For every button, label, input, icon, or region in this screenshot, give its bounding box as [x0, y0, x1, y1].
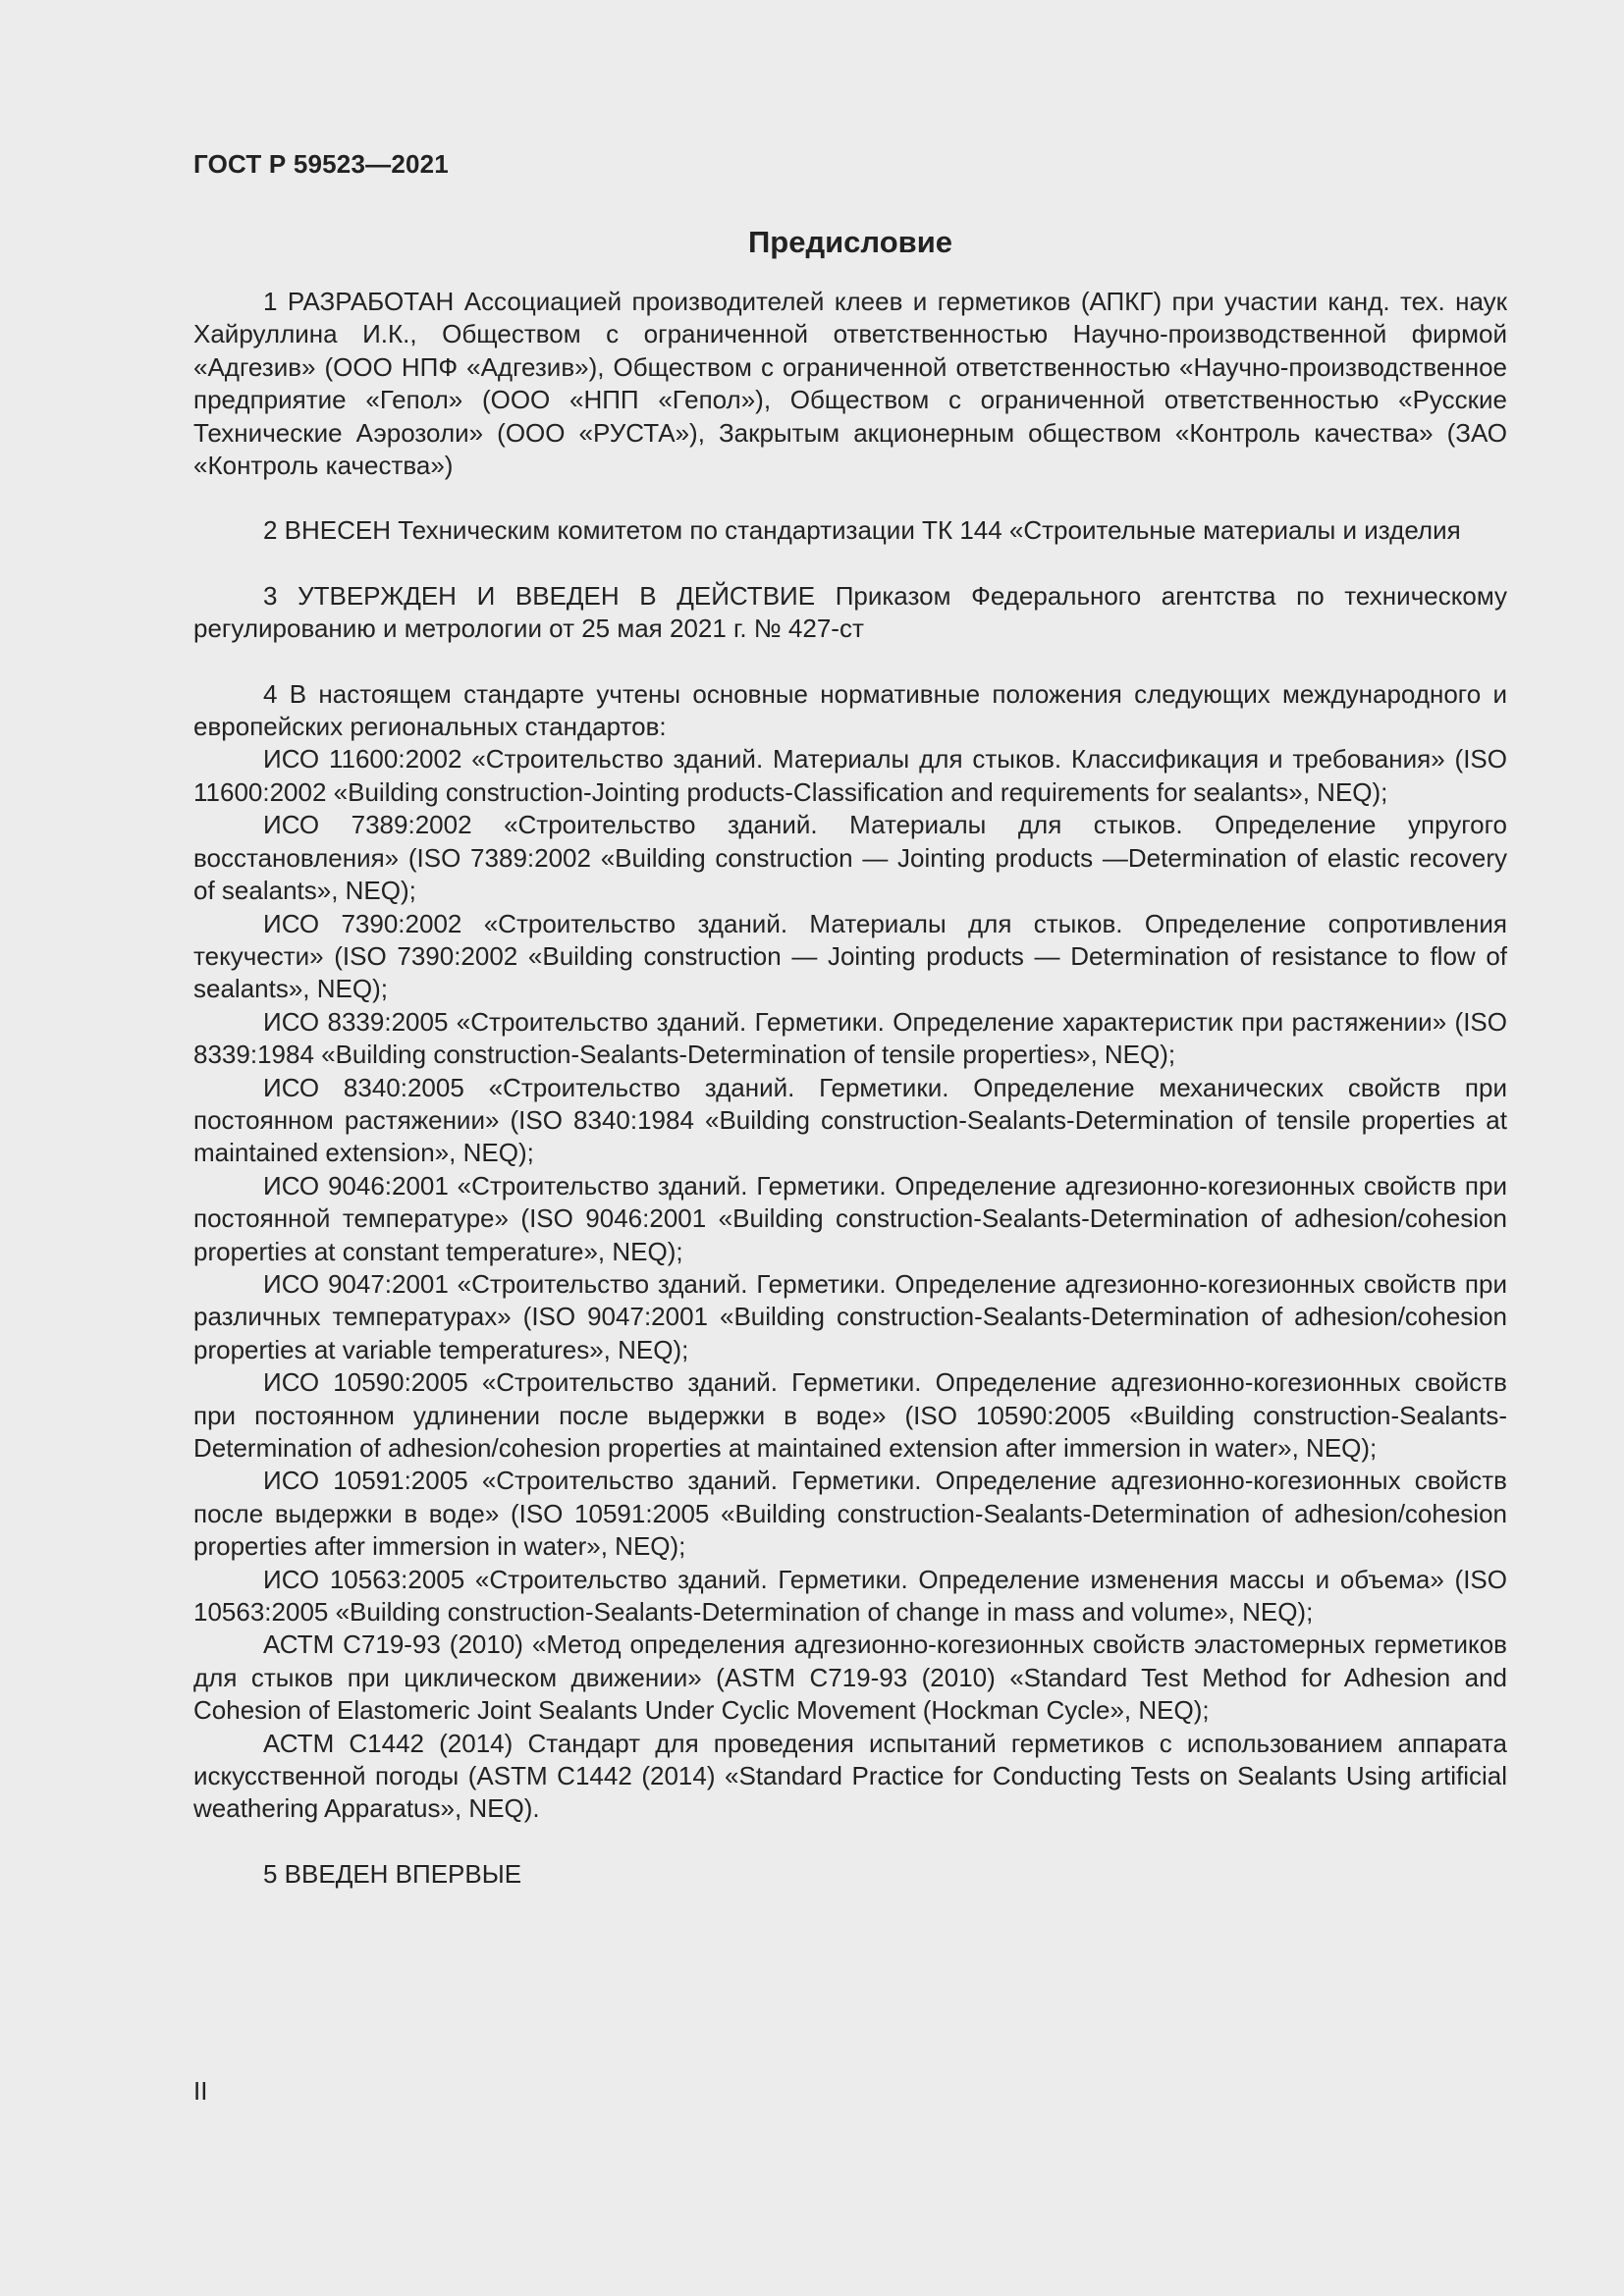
- paragraph-approved: 3 УТВЕРЖДЕН И ВВЕДЕН В ДЕЙСТВИЕ Приказом Федерального агентства по техническому регулированию и метрологии от 25 мая 2021 г. № 427-ст: [193, 580, 1507, 644]
- standard-reference-item: ИСО 11600:2002 «Строительство зданий. Материалы для стыков. Классификация и требования» (ISO 11600:2002 «Building construction-Jointing products-Classification and requirements for sealants», NEQ);: [193, 744, 1507, 807]
- document-code-header: ГОСТ Р 59523—2021: [193, 149, 449, 179]
- standard-reference-item: ИСО 9047:2001 «Строительство зданий. Герметики. Определение адгезионно-когезионных свойств при различных температурах» (ISO 9047:2001 «Building construction-Sealants-Determination of adhesion/cohesion properties at variable temperatures», NEQ);: [193, 1268, 1507, 1364]
- paragraph-standards-intro: 4 В настоящем стандарте учтены основные нормативные положения следующих международного и европейских региональных стандартов:: [193, 678, 1507, 742]
- standard-reference-item: ИСО 7389:2002 «Строительство зданий. Материалы для стыков. Определение упругого восстановления» (ISO 7389:2002 «Building construction — Jointing products —Determination of elastic recovery of sealants», NEQ);: [193, 810, 1507, 906]
- paragraph-submitted-by: 2 ВНЕСЕН Техническим комитетом по стандартизации ТК 144 «Строительные материалы и изделия: [263, 515, 1461, 546]
- foreword-body: [193, 286, 1507, 1891]
- page-title: Предисловие: [747, 225, 952, 259]
- page-number: II: [193, 2076, 208, 2106]
- standard-reference-item: ИСО 10591:2005 «Строительство зданий. Герметики. Определение адгезионно-когезионных свойств после выдержки в воде» (ISO 10591:2005 «Building construction-Sealants-Determination of adhesion/cohesion properties after immersion in water», NEQ);: [193, 1466, 1507, 1562]
- standard-reference-item: ИСО 9046:2001 «Строительство зданий. Герметики. Определение адгезионно-когезионных свойств при постоянной температуре» (ISO 9046:2001 «Building construction-Sealants-Determination of adhesion/cohesion properties at constant temperature», NEQ);: [193, 1170, 1507, 1266]
- paragraph-first-introduced: 5 ВВЕДЕН ВПЕРВЫЕ: [263, 1858, 522, 1889]
- standard-reference-item: АСТМ С719-93 (2010) «Метод определения адгезионно-когезионных свойств эластомерных герметиков для стыков при циклическом движении» (ASTM C719-93 (2010) «Standard Test Method for Adhesion and Cohesion of Elastomeric Joint Sealants Under Cyclic Movement (Hockman Cycle», NEQ);: [193, 1629, 1507, 1726]
- standard-reference-item: АСТМ С1442 (2014) Стандарт для проведения испытаний герметиков с использованием аппарата искусственной погоды (ASTM C1442 (2014) «Standard Practice for Conducting Tests on Sealants Using artificial weathering Apparatus», NEQ).: [193, 1728, 1507, 1824]
- standard-reference-item: ИСО 7390:2002 «Строительство зданий. Материалы для стыков. Определение сопротивления текучести» (ISO 7390:2002 «Building construction — Jointing products — Determination of resistance to flow of sealants», NEQ);: [193, 908, 1507, 1004]
- standard-reference-item: ИСО 10590:2005 «Строительство зданий. Герметики. Определение адгезионно-когезионных свойств при постоянном удлинении после выдержки в воде» (ISO 10590:2005 «Building construction-Sealants-Determination of adhesion/cohesion properties at maintained extension after immersion in water», NEQ);: [193, 1367, 1507, 1463]
- standard-reference-item: ИСО 8340:2005 «Строительство зданий. Герметики. Определение механических свойств при постоянном растяжении» (ISO 8340:1984 «Building construction-Sealants-Determination of tensile properties at maintained extension», NEQ);: [193, 1072, 1507, 1168]
- standard-reference-item: ИСО 10563:2005 «Строительство зданий. Герметики. Определение изменения массы и объема» (ISO 10563:2005 «Building construction-Sealants-Determination of change in mass and volume», NEQ);: [193, 1564, 1507, 1628]
- paragraph-developed-by: 1 РАЗРАБОТАН Ассоциацией производителей клеев и герметиков (АПКГ) при участии канд. тех. наук Хайруллина И.К., Обществом с ограниченной ответственностью Научно-производственной фирмой «Адгезив» (ООО НПФ «Адгезив»), Обществом с ограниченной ответственностью «Научно-производственное предприятие «Гепол» (ООО «НПП «Гепол»), Обществом с ограниченной ответственностью «Русские Технические Аэрозоли» (ООО «РУСТА»), Закрытым акционерным обществом «Контроль качества» (ЗАО «Контроль качества»): [193, 287, 1507, 481]
- standard-reference-item: ИСО 8339:2005 «Строительство зданий. Герметики. Определение характеристик при растяжении» (ISO 8339:1984 «Building construction-Sealants-Determination of tensile properties», NEQ);: [193, 1006, 1507, 1070]
